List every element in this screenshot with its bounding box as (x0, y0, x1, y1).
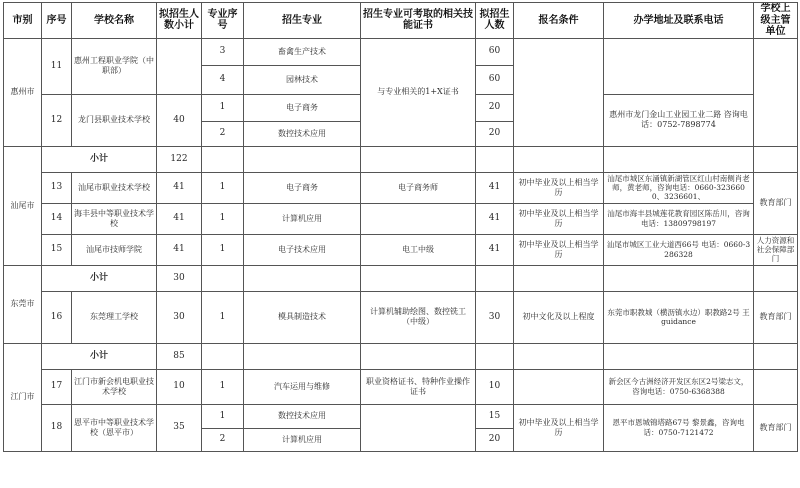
school-name: 汕尾市职业技术学校 (72, 172, 157, 203)
school-name: 海丰县中等职业技术学校 (72, 203, 157, 234)
school-name: 龙门县职业技术学校 (72, 94, 157, 146)
major-seq: 1 (202, 172, 244, 203)
subtotal-label: 小计 (42, 265, 157, 291)
condition: 初中毕业及以上相当学历 (514, 404, 604, 451)
plan-count: 10 (476, 369, 514, 404)
header-address: 办学地址及联系电话 (604, 3, 754, 39)
authority-r18: 教育部门 (754, 404, 798, 451)
authority-r16: 教育部门 (754, 291, 798, 343)
header-major-seq: 专业序号 (202, 3, 244, 39)
subtotal-label: 小计 (42, 146, 157, 172)
plan-count: 41 (476, 172, 514, 203)
subtotal-label: 小计 (42, 343, 157, 369)
address-r11 (604, 38, 754, 94)
plan-count: 20 (476, 94, 514, 121)
header-major: 招生专业 (244, 3, 361, 39)
header-city: 市别 (4, 3, 42, 39)
major-name: 电子商务 (244, 172, 361, 203)
school-total: 35 (157, 404, 202, 451)
school-total: 41 (157, 234, 202, 265)
city-shanwei: 汕尾市 (4, 146, 42, 265)
row-seq: 15 (42, 234, 72, 265)
condition: 初中文化及以上程度 (514, 291, 604, 343)
major-seq: 3 (202, 38, 244, 65)
row-seq: 18 (42, 404, 72, 451)
major-name: 数控技术应用 (244, 404, 361, 428)
row-seq: 12 (42, 94, 72, 146)
major-name: 汽车运用与维修 (244, 369, 361, 404)
major-seq: 1 (202, 369, 244, 404)
table-row (4, 172, 798, 203)
major-name: 园林技术 (244, 65, 361, 94)
city-jiangmen: 江门市 (4, 343, 42, 451)
plan-count: 41 (476, 234, 514, 265)
major-name: 数控技术应用 (244, 121, 361, 146)
address-r13: 汕尾市城区东涌镇新湖管区红山村南侧肖老师，黄老师，咨询电话：0660-3236600、3236601、 (604, 172, 754, 203)
header-row (4, 3, 798, 39)
school-total: 41 (157, 172, 202, 203)
cert-name (361, 203, 476, 234)
school-name: 惠州工程职业学院（中职部） (72, 38, 157, 94)
school-total: 41 (157, 203, 202, 234)
subtotal-value: 122 (157, 146, 202, 172)
row-seq: 16 (42, 291, 72, 343)
table-row (4, 404, 798, 428)
school-total (157, 38, 202, 94)
subtotal-value: 85 (157, 343, 202, 369)
row-seq: 14 (42, 203, 72, 234)
major-seq: 1 (202, 94, 244, 121)
authority-huizhou (754, 38, 798, 146)
school-name: 恩平市中等职业技术学校（恩平市） (72, 404, 157, 451)
plan-count: 15 (476, 404, 514, 428)
major-name: 计算机应用 (244, 428, 361, 451)
major-seq: 1 (202, 291, 244, 343)
row-seq: 11 (42, 38, 72, 94)
header-condition: 报名条件 (514, 3, 604, 39)
address-r12: 惠州市龙门金山工业园工业二路 咨询电话：0752-7898774 (604, 94, 754, 146)
header-authority: 学校上级主管单位 (754, 3, 798, 39)
major-seq: 2 (202, 121, 244, 146)
subtotal-row (4, 343, 798, 369)
row-seq: 17 (42, 369, 72, 404)
table-row (4, 291, 798, 343)
major-seq: 2 (202, 428, 244, 451)
plan-count: 60 (476, 38, 514, 65)
condition (514, 369, 604, 404)
major-seq: 4 (202, 65, 244, 94)
city-dongguan: 东莞市 (4, 265, 42, 343)
cert-name: 电工中级 (361, 234, 476, 265)
major-name: 电子商务 (244, 94, 361, 121)
major-name: 模具制造技术 (244, 291, 361, 343)
plan-count: 60 (476, 65, 514, 94)
row-seq: 13 (42, 172, 72, 203)
cert-name: 职业资格证书、特种作业操作证书 (361, 369, 476, 404)
school-total: 30 (157, 291, 202, 343)
authority-shanwei: 教育部门 (754, 172, 798, 234)
cert-name: 计算机辅助绘图、数控铣工（中级） (361, 291, 476, 343)
header-school: 学校名称 (72, 3, 157, 39)
school-total: 10 (157, 369, 202, 404)
city-huizhou: 惠州市 (4, 38, 42, 146)
major-name: 计算机应用 (244, 203, 361, 234)
condition: 初中毕业及以上相当学历 (514, 172, 604, 203)
school-name: 江门市新会机电职业技术学校 (72, 369, 157, 404)
school-name: 东莞理工学校 (72, 291, 157, 343)
cert-name: 电子商务师 (361, 172, 476, 203)
school-name: 汕尾市技师学院 (72, 234, 157, 265)
authority-r15: 人力资源和社会保障部门 (754, 234, 798, 265)
condition: 初中毕业及以上相当学历 (514, 234, 604, 265)
address-r15: 汕尾市城区工业大道西66号 电话：0660-3286328 (604, 234, 754, 265)
authority-r17 (754, 369, 798, 404)
header-school-total: 拟招生人数小计 (157, 3, 202, 39)
major-seq: 1 (202, 404, 244, 428)
header-seq: 序号 (42, 3, 72, 39)
address-r17: 新会区今古洲经济开发区东区2号梁志文，咨询电话：0750-6368388 (604, 369, 754, 404)
table-row (4, 203, 798, 234)
header-plan: 拟招生人数 (476, 3, 514, 39)
table-row (4, 38, 798, 65)
cert-name (361, 404, 476, 451)
table-row (4, 369, 798, 404)
plan-count: 30 (476, 291, 514, 343)
table-row (4, 234, 798, 265)
subtotal-row (4, 146, 798, 172)
plan-count: 20 (476, 121, 514, 146)
major-name: 畜禽生产技术 (244, 38, 361, 65)
plan-count: 41 (476, 203, 514, 234)
address-r14: 汕尾市海丰县城莲花教育园区陈岳川，咨询电话：13809798197 (604, 203, 754, 234)
major-seq: 1 (202, 203, 244, 234)
major-seq: 1 (202, 234, 244, 265)
header-cert: 招生专业可考取的相关技能证书 (361, 3, 476, 39)
subtotal-row (4, 265, 798, 291)
plan-count: 20 (476, 428, 514, 451)
condition: 初中毕业及以上相当学历 (514, 203, 604, 234)
major-name: 电子技术应用 (244, 234, 361, 265)
subtotal-value: 30 (157, 265, 202, 291)
address-r16: 东莞市职教城（横沥镇水边）职教路2号 王guidance (604, 291, 754, 343)
cert-huizhou: 与专业相关的1+X证书 (361, 38, 476, 146)
school-total: 40 (157, 94, 202, 146)
enrollment-table (3, 2, 798, 452)
condition-huizhou (514, 38, 604, 146)
address-r18: 恩平市恩城锦塔路67号 黎景鑫，咨询电话：0750-7121472 (604, 404, 754, 451)
